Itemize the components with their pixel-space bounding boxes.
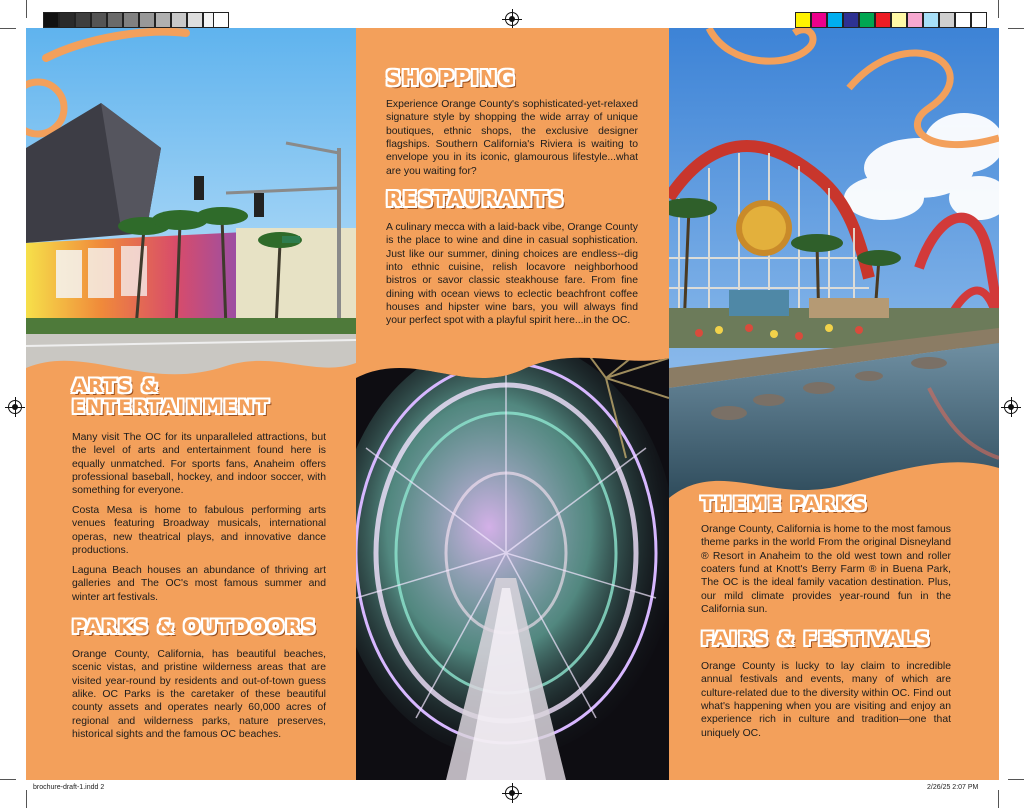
- parks-paragraph: Orange County, California, has beautiful beaches, scenic vistas, and pristine wilderness areas that are visited year-round by residents and out-of-town guess alike. OC Parks is the caretaker of these beautiful county assets and operates nearly 60,000 acres of regional and wilderness parks, nature preserves, historical sights and the famous OC beaches.: [72, 649, 326, 740]
- left-panel: [26, 28, 356, 780]
- fairs-paragraph: Orange County is lucky to lay claim to incredible annual festivals and events, many of which are culture-related due to the diversity within OC. Find out what's happening when you are visiting and enjoy an experience rich in culture and tradition—one that uniquely OC.: [701, 661, 951, 739]
- middle-panel: [356, 28, 669, 780]
- arts-paragraph-2: Costa Mesa is home to fabulous performing arts venues featuring Broadway musicals, international operas, new theatrical plays, and innovative dance productions.: [72, 505, 326, 556]
- arts-heading-line1: ARTS &: [72, 375, 160, 397]
- shopping-heading: SHOPPING: [386, 66, 517, 90]
- restaurants-paragraph: A culinary mecca with a laid-back vibe, Orange County is the place to wine and dine in casual sophistication. Just like our summer, dining choices are endless--dig into ethnic cuisine, relish locavore neighborhood bistros or savor classic steakhouse fare. From fine dining with ocean views to eclectic beachfront coffee houses and hipster wine bars, you will always find your perfect spot with a playful spirit here...in the OC.: [386, 222, 638, 327]
- registration-crosshair-icon: [8, 400, 22, 414]
- arts-paragraph-1: Many visit The OC for its unparalleled attractions, but the level of arts and entertainment found here is equally unmatched. For sports fans, Anaheim offers professional baseball, hockey, and indoor soccer, with something for everyone.: [72, 432, 326, 497]
- shopping-paragraph: Experience Orange County's sophisticated-yet-relaxed signature style by shopping the wide array of unique boutiques, ethnic shops, the exclusive designer flagships. Southern California's Riviera is waiting to envelope you in its iconic, glamourous lifestyle...what are you waiting for?: [386, 99, 638, 177]
- slug-filename: brochure-draft-1.indd 2: [33, 784, 105, 791]
- restaurants-heading: RESTAURANTS: [386, 187, 565, 211]
- slug-timestamp: 2/26/25 2:07 PM: [927, 784, 979, 791]
- theme-park-photo: [669, 28, 999, 498]
- right-panel: [669, 28, 999, 780]
- arts-heading-line2: ENTERTAINMENT: [72, 396, 271, 419]
- registration-crosshair-icon: [1004, 400, 1018, 414]
- right-wave-divider: [669, 448, 999, 528]
- registration-crosshair-icon: [505, 786, 519, 800]
- arts-entertainment-heading: [72, 376, 270, 419]
- theme-parks-heading: THEME PARKS: [701, 493, 868, 515]
- registration-crosshair-icon: [505, 12, 519, 26]
- fairs-festivals-heading: FAIRS & FESTIVALS: [701, 628, 931, 650]
- arts-paragraph-3: Laguna Beach houses an abundance of thriving art galleries and The OC's most famous summer and winter art festivals.: [72, 565, 326, 603]
- theme-parks-paragraph: Orange County, California is home to the most famous theme parks in the world From the original Disneyland ® Resort in Anaheim to the old west town and roller coaters fund at Knott's Berry Farm ® in Buena Park, The OC is the ideal family vacation destination. Plus, our mild climate provides year-round fun in the California sun.: [701, 524, 951, 615]
- arts-center-photo: [26, 28, 356, 388]
- ferris-wheel-photo: [356, 338, 669, 780]
- parks-outdoors-heading: PARKS & OUTDOORS: [72, 616, 317, 638]
